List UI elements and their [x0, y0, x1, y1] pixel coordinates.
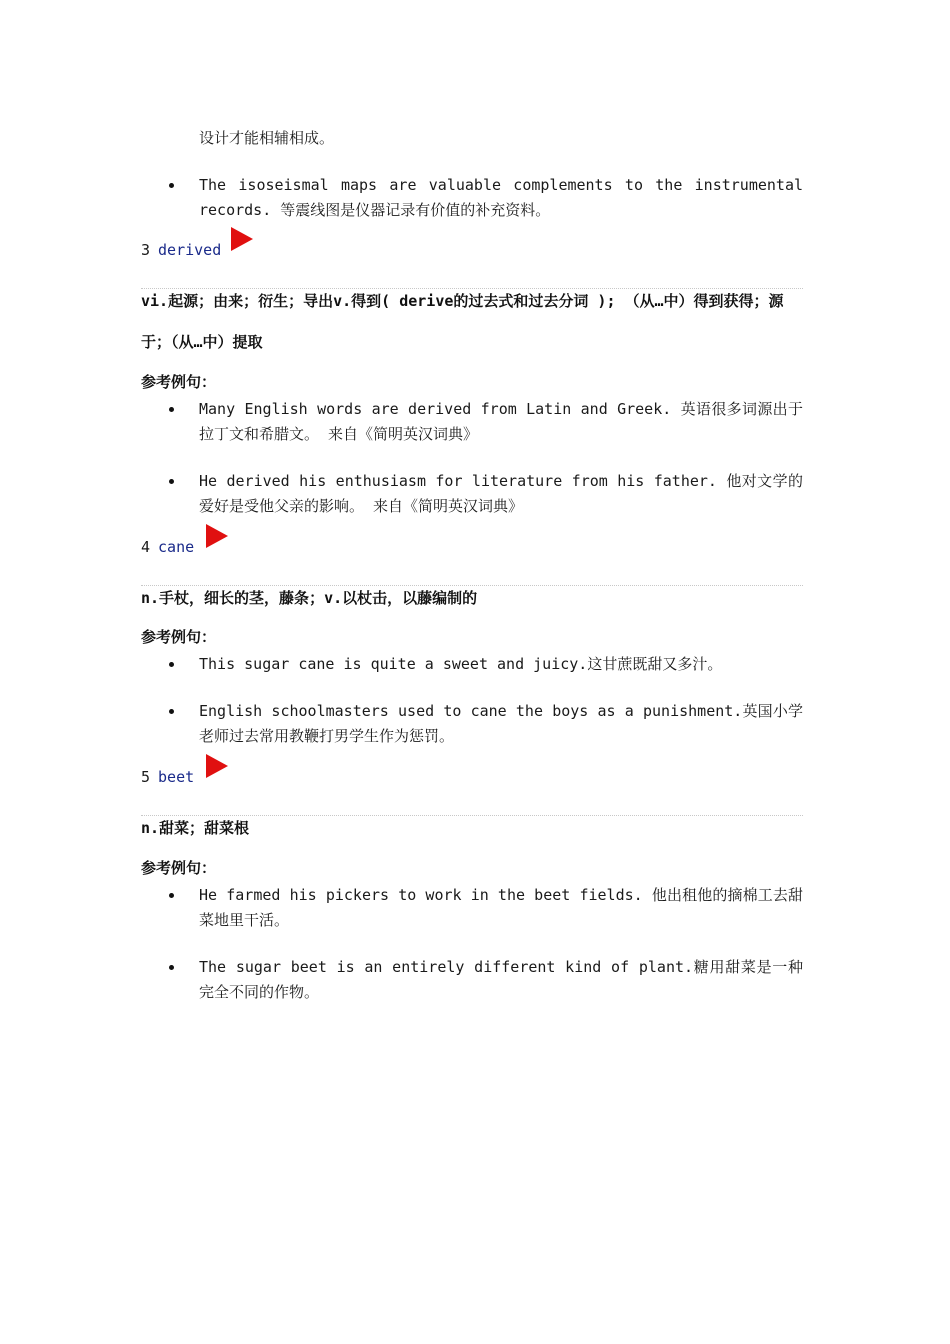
examples-block-beet	[141, 883, 803, 1005]
examples-block-derived	[141, 397, 803, 519]
list-item	[141, 173, 803, 223]
list-spacer	[141, 677, 803, 699]
word-heading-derived	[141, 240, 221, 260]
example-sentence: This sugar cane is quite a sweet and juicy.这甘蔗既甜又多汁。	[199, 655, 723, 673]
examples-label: 参考例句：	[141, 628, 217, 646]
word-link-derived[interactable]: derived	[158, 241, 222, 259]
word-heading-beet	[141, 767, 194, 787]
word-number: 5	[141, 768, 151, 786]
word-link-beet[interactable]: beet	[158, 768, 195, 786]
list-spacer	[141, 447, 803, 469]
examples-list-derived	[141, 397, 803, 519]
examples-block-cane	[141, 652, 803, 749]
bullet-dot	[169, 709, 174, 714]
example-sentence: English schoolmasters used to cane the boys as a punishment.英国小学老师过去常用教鞭打男学生作为惩罚。	[199, 702, 803, 745]
example-sentence: Many English words are derived from Latin and Greek. 英语很多词源出于拉丁文和希腊文。 来自《简明英汉词典》	[199, 400, 803, 443]
list-item	[141, 397, 803, 447]
bullet-dot	[169, 407, 174, 412]
word-link-cane[interactable]: cane	[158, 538, 195, 556]
word-number: 3	[141, 241, 151, 259]
examples-list-beet	[141, 883, 803, 1005]
example-sentence: He farmed his pickers to work in the beet fields. 他出租他的摘棉工去甜菜地里干活。	[199, 886, 803, 929]
bullet-dot	[169, 662, 174, 667]
examples-label: 参考例句：	[141, 373, 217, 391]
word-number: 4	[141, 538, 151, 556]
definition-derived: vi.起源；由来；衍生；导出v.得到( derive的过去式和过去分词 ); （从…中）得到获得；源于；（从…中）提取	[141, 292, 784, 351]
intro-example-list	[141, 173, 803, 223]
example-sentence: The sugar beet is an entirely different kind of plant.糖用甜菜是一种完全不同的作物。	[199, 958, 803, 1001]
play-icon[interactable]	[231, 227, 253, 251]
definition-beet: n.甜菜；甜菜根	[141, 819, 250, 837]
definition-cane: n.手杖，细长的茎，藤条；v.以杖击，以藤编制的	[141, 589, 478, 607]
word-heading-cane	[141, 537, 194, 557]
example-sentence: He derived his enthusiasm for literature from his father. 他对文学的爱好是受他父亲的影响。 来自《简明英汉词典》	[199, 472, 803, 515]
list-item	[141, 955, 803, 1005]
examples-label: 参考例句：	[141, 859, 217, 877]
list-spacer	[141, 933, 803, 955]
list-item	[141, 699, 803, 749]
list-item	[141, 652, 803, 677]
examples-list-cane	[141, 652, 803, 749]
example-sentence: The isoseismal maps are valuable complements to the instrumental records. 等震线图是仪器记录有价值的补充资料。	[199, 176, 803, 219]
list-item	[141, 883, 803, 933]
continuation-text: 设计才能相辅相成。	[199, 129, 335, 147]
bullet-dot	[169, 965, 174, 970]
bullet-dot	[169, 479, 174, 484]
play-icon[interactable]	[206, 524, 228, 548]
bullet-dot	[169, 183, 174, 188]
list-item	[141, 469, 803, 519]
intro-example-block	[141, 173, 803, 223]
bullet-dot	[169, 893, 174, 898]
play-icon[interactable]	[206, 754, 228, 778]
